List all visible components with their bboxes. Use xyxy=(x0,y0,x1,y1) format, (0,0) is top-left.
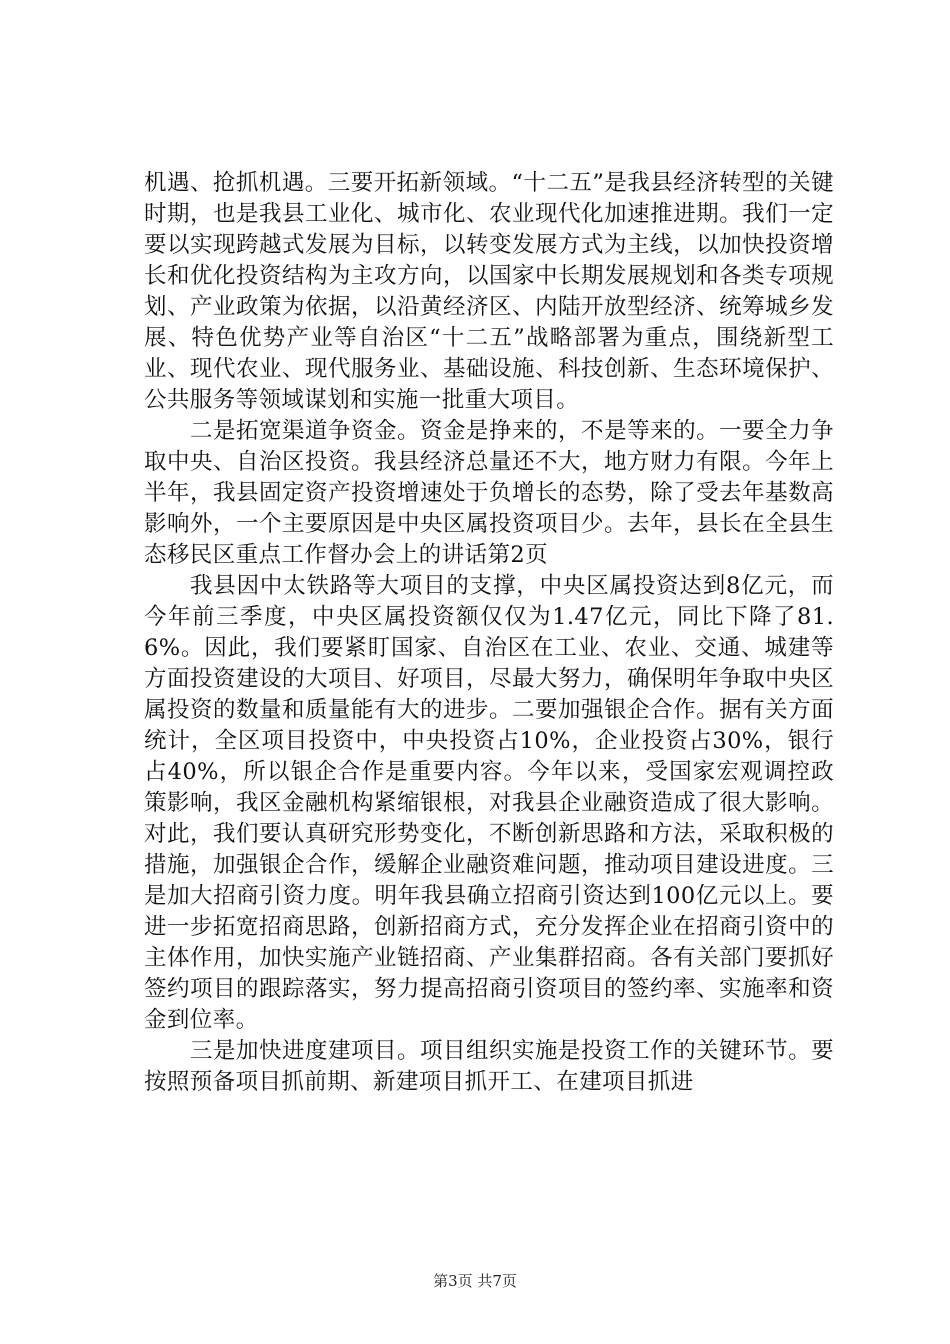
paragraph-3: 我县因中太铁路等大项目的支撑，中央区属投资达到8亿元，而今年前三季度，中央区属投资额仅仅为1.47亿元，同比下降了81.6%。因此，我们要紧盯国家、自治区在工业、农业、交通、城建等方面投资建设的大项目、好项目，尽最大努力，确保明年争取中央区属投资的数量和质量能有大的进步。二要加强银企合作。据有关方面统计，全区项目投资中，中央投资占10%，企业投资占30%，银行占40%，所以银企合作是重要内容。今年以来，受国家宏观调控政策影响，我区金融机构紧缩银根，对我县企业融资造成了很大影响。对此，我们要认真研究形势变化，不断创新思路和方法，采取积极的措施，加强银企合作，缓解企业融资难问题，推动项目建设进度。三是加大招商引资力度。明年我县确立招商引资达到100亿元以上。要进一步拓宽招商思路，创新招商方式，充分发挥企业在招商引资中的主体作用，加快实施产业链招商、产业集群招商。各有关部门要抓好签约项目的跟踪落实，努力提高招商引资项目的签约率、实施率和资金到位率。 xyxy=(144,573,834,1033)
page-number-footer: 第3页 共7页 xyxy=(433,1272,517,1290)
paragraph-1: 机遇、抢抓机遇。三要开拓新领域。“十二五”是我县经济转型的关键时期，也是我县工业化、城市化、农业现代化加速推进期。我们一定要以实现跨越式发展为目标，以转变发展方式为主线，以加快投资增长和优化投资结构为主攻方向，以国家中长期发展规划和各类专项规划、产业政策为依据，以沿黄经济区、内陆开放型经济、统筹城乡发展、特色优势产业等自治区“十二五”战略部署为重点，围绕新型工业、现代农业、现代服务业、基础设施、科技创新、生态环境保护、公共服务等领域谋划和实施一批重大项目。 xyxy=(144,170,834,413)
document-body xyxy=(144,168,834,1098)
paragraph-4: 三是加快进度建项目。项目组织实施是投资工作的关键环节。要按照预备项目抓前期、新建项目抓开工、在建项目抓进 xyxy=(144,1038,834,1095)
paragraph-2: 二是拓宽渠道争资金。资金是挣来的，不是等来的。一要全力争取中央、自治区投资。我县经济总量还不大，地方财力有限。今年上半年，我县固定资产投资增速处于负增长的态势，除了受去年基数高影响外，一个主要原因是中央区属投资项目少。去年，县长在全县生态移民区重点工作督办会上的讲话第2页 xyxy=(144,418,834,568)
